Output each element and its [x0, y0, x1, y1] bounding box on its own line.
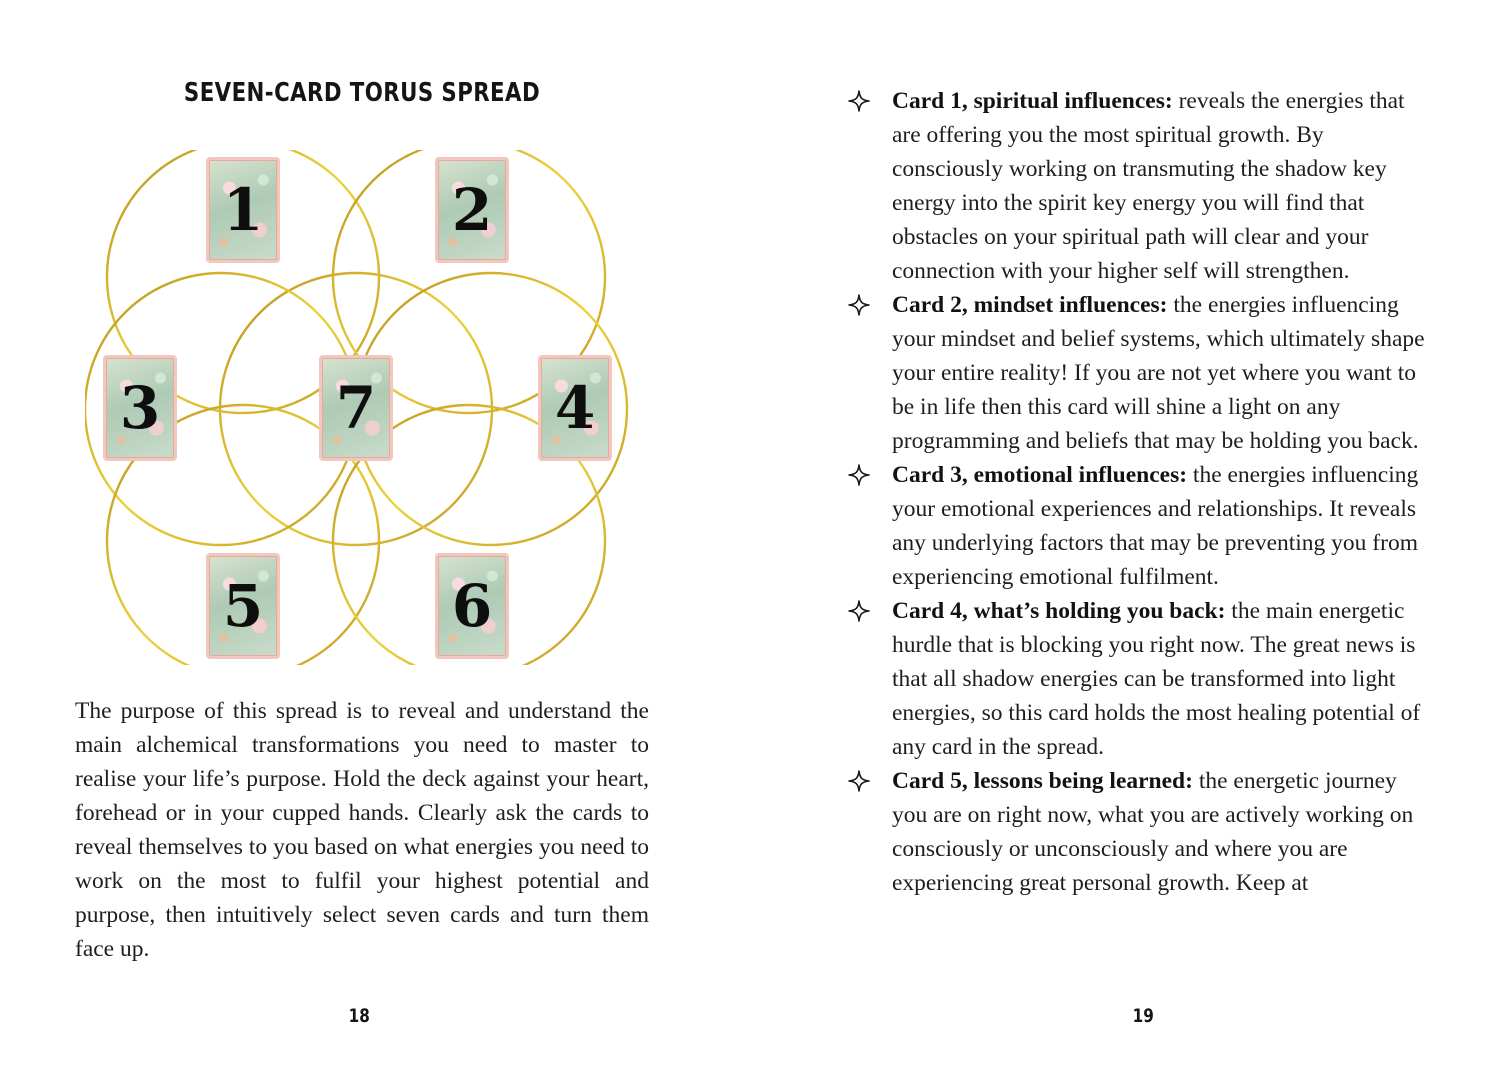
card-3 — [103, 355, 177, 461]
item-heading: Card 2, mindset influences: — [892, 292, 1168, 318]
card-number: 1 — [222, 176, 264, 244]
card-5 — [206, 553, 280, 659]
item-heading: Card 1, spiritual influences: — [892, 88, 1173, 114]
card-6 — [435, 553, 509, 659]
card-number: 6 — [451, 572, 493, 640]
right-page — [750, 0, 1500, 1067]
four-point-star-icon — [848, 464, 870, 486]
list-item — [846, 84, 1426, 288]
torus-spread-diagram — [85, 150, 635, 665]
item-heading: Card 4, what’s holding you back: — [892, 598, 1226, 624]
card-number: 3 — [119, 374, 161, 442]
spread-title: SEVEN-CARD TORUS SPREAD — [183, 78, 541, 108]
item-text: the main energetic hurdle that is blocking you right now. The great news is that all shadow energies can be transformed into light energies, so this card holds the most healing potential of any card in the spread. — [892, 598, 1421, 760]
page-number-right: 19 — [1132, 1005, 1154, 1027]
card-2 — [435, 157, 509, 263]
item-text: the energetic journey you are on right now, what you are actively working on consciously or unconsciously and where you are experiencing great personal growth. Keep at — [892, 768, 1414, 896]
item-heading: Card 3, emotional influences: — [892, 462, 1188, 488]
list-item — [846, 764, 1426, 900]
four-point-star-icon — [848, 770, 870, 792]
card-7 — [319, 355, 393, 461]
four-point-star-icon — [848, 90, 870, 112]
four-point-star-icon — [848, 294, 870, 316]
list-item — [846, 288, 1426, 458]
item-text: reveals the energies that are offering you the most spiritual growth. By consciously working on transmuting the shadow key energy into the spirit key energy you will find that obstacles on your spiritual path will clear and your connection with your higher self will strengthen. — [892, 88, 1405, 284]
list-item — [846, 458, 1426, 594]
item-heading: Card 5, lessons being learned: — [892, 768, 1193, 794]
item-text: the energies influencing your mindset and belief systems, which ultimately shape your entire reality! If you are not yet where you want to be in life then this card will shine a light on any programming and beliefs that may be holding you back. — [892, 292, 1425, 454]
card-number: 2 — [451, 176, 493, 244]
item-text: the energies influencing your emotional experiences and relationships. It reveals any underlying factors that may be preventing you from experiencing emotional fulfilment. — [892, 462, 1419, 590]
four-point-star-icon — [848, 600, 870, 622]
card-number: 7 — [335, 374, 377, 442]
list-item — [846, 594, 1426, 764]
card-position-list — [846, 84, 1426, 900]
card-number: 5 — [222, 572, 264, 640]
page-number-left: 18 — [348, 1005, 370, 1027]
card-number: 4 — [554, 374, 596, 442]
card-4 — [538, 355, 612, 461]
spread-description: The purpose of this spread is to reveal and understand the main alchemical transformations you need to master to realise your life’s purpose. Hold the deck against your heart, forehead or in your cupped hands. Clearly ask the cards to reveal themselves to you based on what energies you need to work on the most to fulfil your highest potential and purpose, then intuitively select seven cards and turn them face up. — [75, 698, 649, 962]
card-1 — [206, 157, 280, 263]
